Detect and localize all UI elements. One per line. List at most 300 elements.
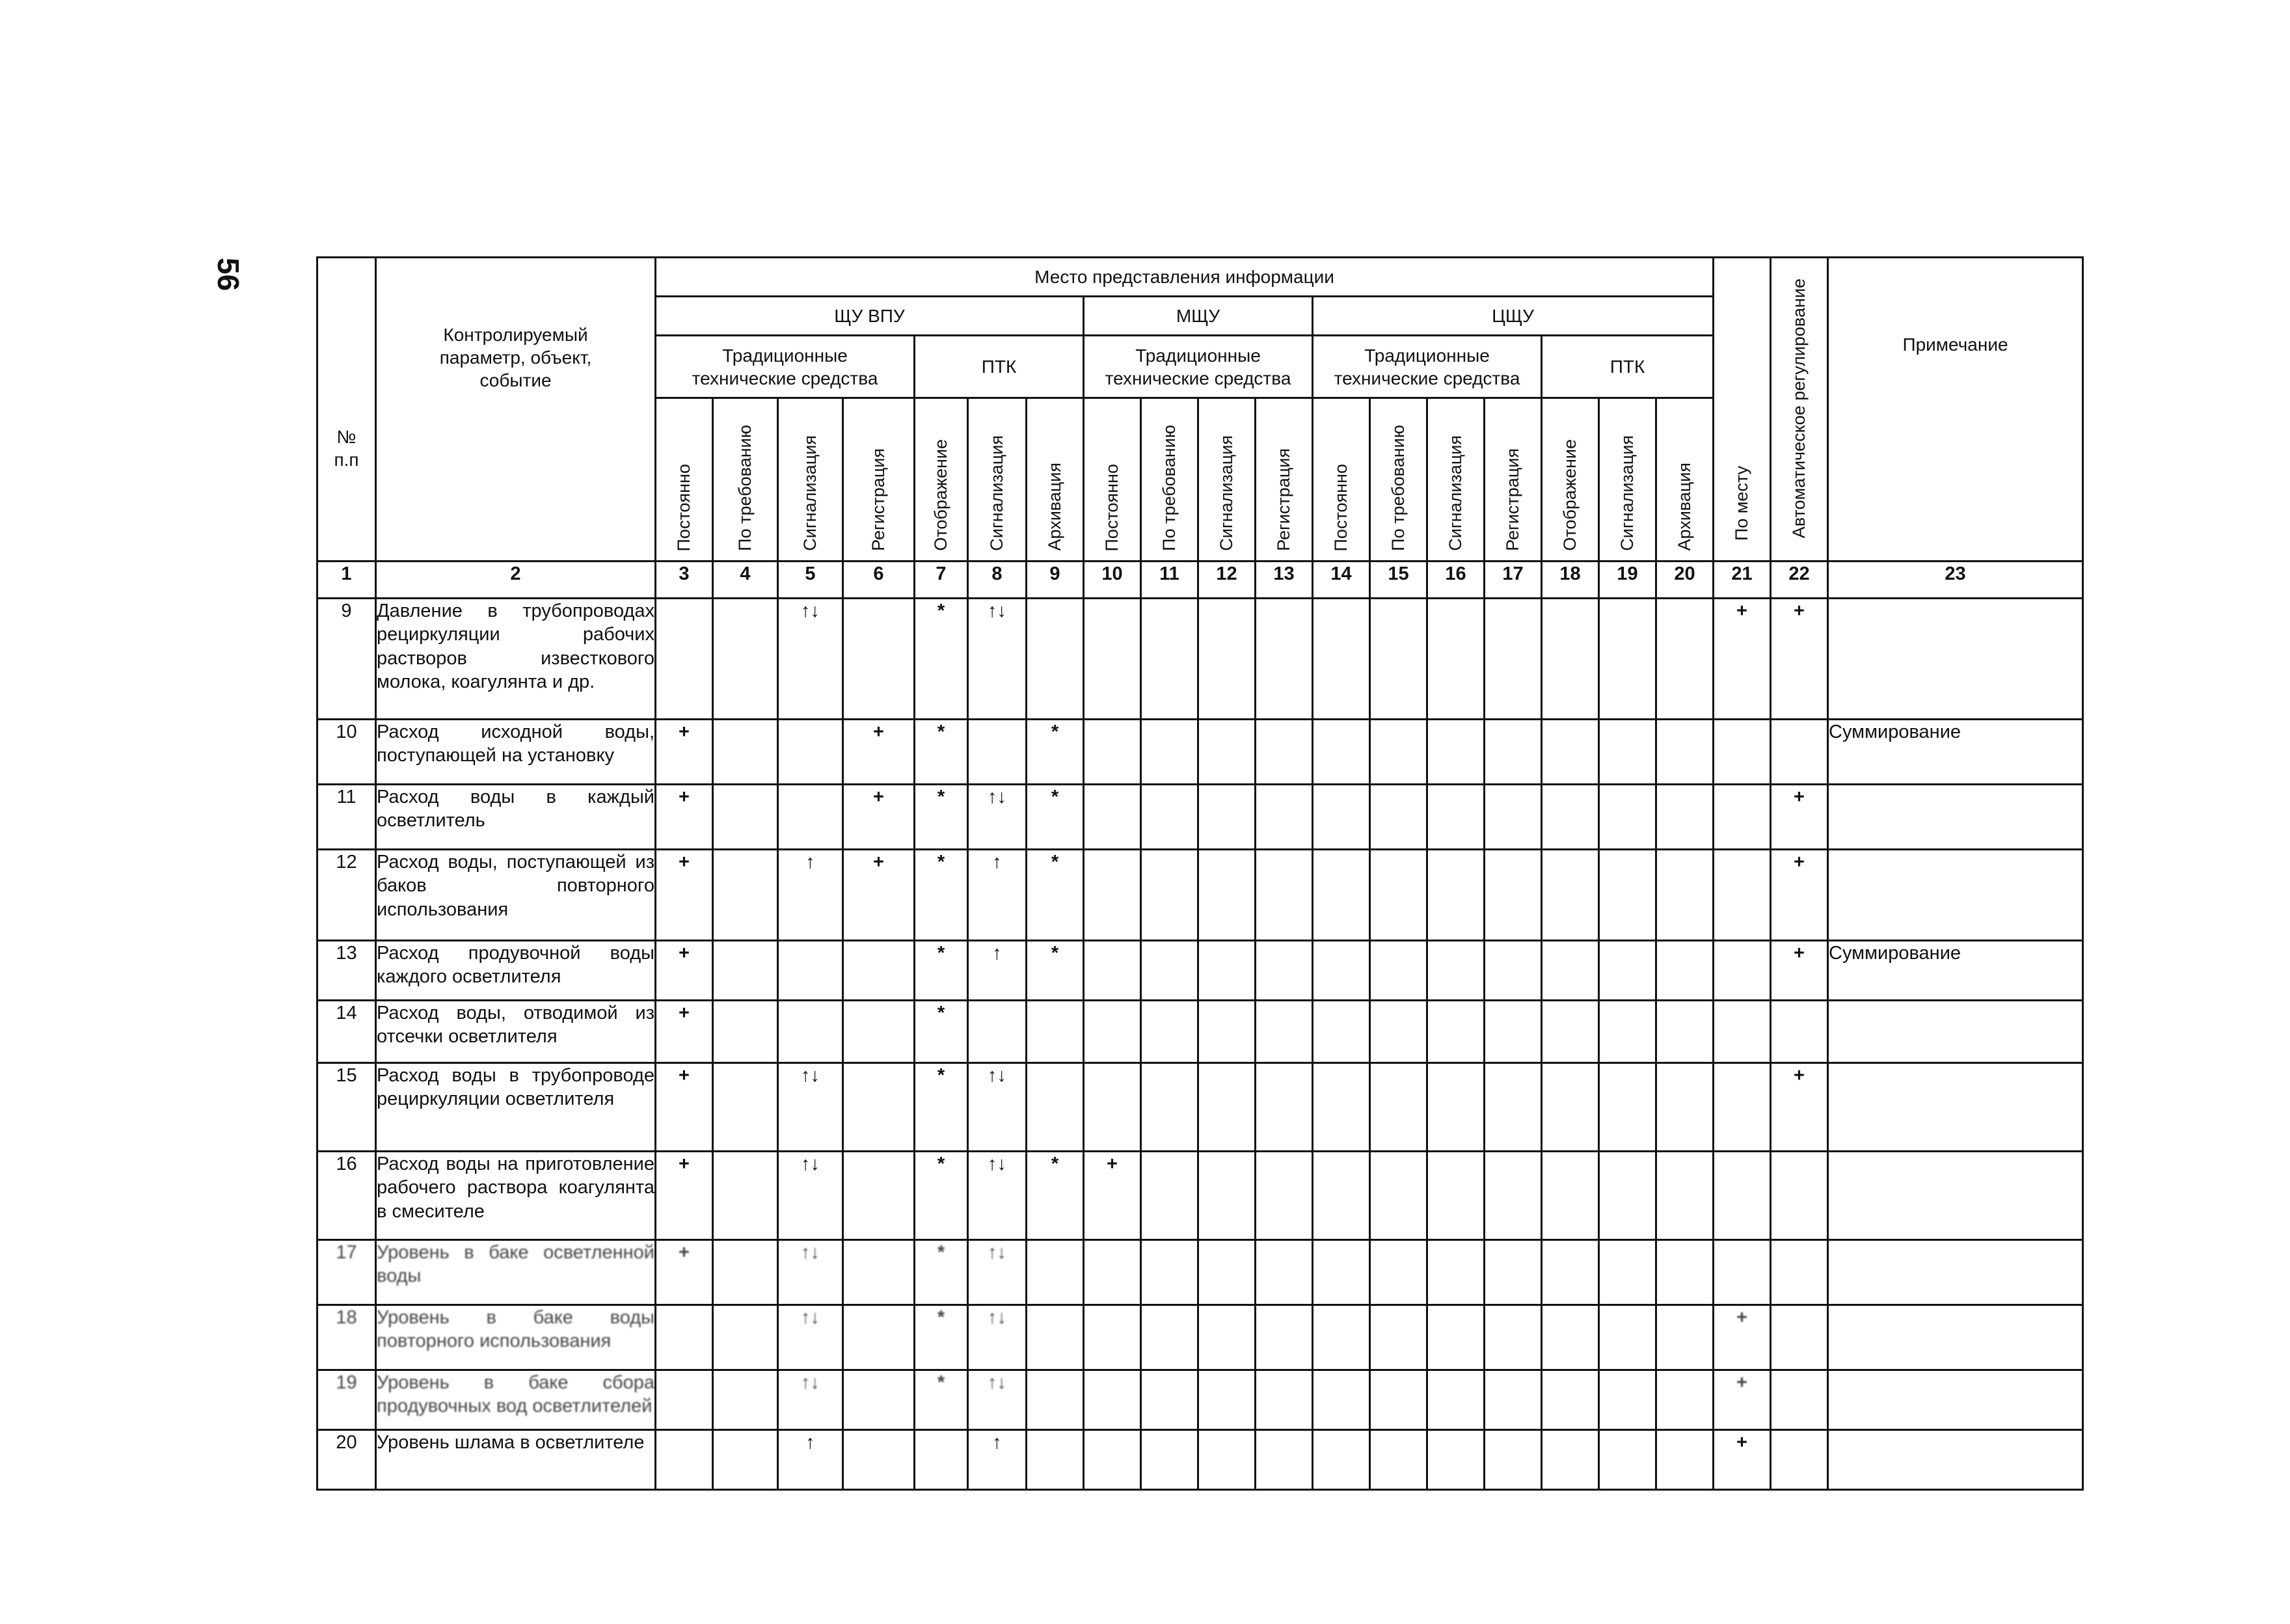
column-numbers-row <box>317 562 2083 599</box>
cell-col-12 <box>1198 941 1256 1001</box>
cell-col-10: + <box>1084 1152 1141 1240</box>
column-number: 14 <box>1313 562 1370 599</box>
subheader-col-19 <box>1599 398 1656 562</box>
cell-col-7: * <box>915 1370 968 1430</box>
row-parameter: Уровень в баке осветленной воды <box>376 1240 656 1305</box>
cell-col-14 <box>1313 1001 1370 1063</box>
cell-auto-reg: + <box>1771 850 1828 941</box>
row-note <box>1828 785 2083 850</box>
header-trad-3: Традиционные технические средства <box>1313 336 1542 398</box>
cell-col-19 <box>1599 1152 1656 1240</box>
cell-col-14 <box>1313 599 1370 720</box>
subheader-col-11 <box>1141 398 1198 562</box>
cell-col-11 <box>1141 941 1198 1001</box>
cell-col-15 <box>1370 785 1427 850</box>
subheader-col-18 <box>1542 398 1599 562</box>
cell-col-18 <box>1542 1152 1599 1240</box>
cell-col-20 <box>1656 1152 1714 1240</box>
row-parameter: Расход продувочной воды каждого осветлителя <box>376 941 656 1001</box>
cell-col-14 <box>1313 1063 1370 1152</box>
header-note <box>1828 258 2083 562</box>
cell-auto-reg: + <box>1771 599 1828 720</box>
cell-col-9: * <box>1027 720 1084 785</box>
subheader-label-6: Регистрация <box>868 448 888 551</box>
cell-auto-reg <box>1771 1240 1828 1305</box>
row-note <box>1828 599 2083 720</box>
column-number: 16 <box>1427 562 1485 599</box>
cell-col-15 <box>1370 1240 1427 1305</box>
cell-col-6 <box>843 1305 915 1370</box>
cell-col-3 <box>656 1430 713 1490</box>
table-row <box>317 850 2083 941</box>
subheader-col-15 <box>1370 398 1427 562</box>
cell-col-7: * <box>915 599 968 720</box>
cell-col-11 <box>1141 1305 1198 1370</box>
row-parameter: Уровень в баке сбора продувочных вод осветлителей <box>376 1370 656 1430</box>
cell-col-7: * <box>915 1305 968 1370</box>
cell-col-18 <box>1542 785 1599 850</box>
cell-col-17 <box>1485 1430 1542 1490</box>
column-number: 8 <box>968 562 1027 599</box>
row-note: Суммирование <box>1828 941 2083 1001</box>
cell-col-13 <box>1256 1152 1313 1240</box>
table-row <box>317 941 2083 1001</box>
cell-col-5 <box>778 785 843 850</box>
header-ptk-1: ПТК <box>915 336 1084 398</box>
subheader-col-9 <box>1027 398 1084 562</box>
row-parameter: Уровень шлама в осветлителе <box>376 1430 656 1490</box>
cell-col-16 <box>1427 1240 1485 1305</box>
column-number: 21 <box>1714 562 1771 599</box>
cell-po-mestu <box>1714 720 1771 785</box>
table-row <box>317 785 2083 850</box>
cell-col-4 <box>713 1063 778 1152</box>
cell-col-15 <box>1370 1152 1427 1240</box>
row-note <box>1828 1240 2083 1305</box>
cell-col-16 <box>1427 1305 1485 1370</box>
cell-col-6 <box>843 1370 915 1430</box>
cell-col-5 <box>778 720 843 785</box>
cell-col-4 <box>713 1001 778 1063</box>
row-note <box>1828 1370 2083 1430</box>
cell-col-14 <box>1313 785 1370 850</box>
cell-col-7: * <box>915 1240 968 1305</box>
cell-col-10 <box>1084 941 1141 1001</box>
cell-col-12 <box>1198 785 1256 850</box>
cell-col-19 <box>1599 1001 1656 1063</box>
cell-col-13 <box>1256 599 1313 720</box>
cell-col-6 <box>843 1001 915 1063</box>
subheader-col-16 <box>1427 398 1485 562</box>
cell-po-mestu <box>1714 785 1771 850</box>
cell-col-18 <box>1542 1370 1599 1430</box>
table-row <box>317 1240 2083 1305</box>
cell-col-9: * <box>1027 941 1084 1001</box>
row-note <box>1828 1063 2083 1152</box>
cell-col-6 <box>843 941 915 1001</box>
cell-po-mestu <box>1714 1001 1771 1063</box>
cell-col-15 <box>1370 1001 1427 1063</box>
row-number: 14 <box>317 1001 376 1063</box>
cell-col-18 <box>1542 850 1599 941</box>
cell-col-14 <box>1313 1305 1370 1370</box>
row-number: 15 <box>317 1063 376 1152</box>
cell-col-9 <box>1027 1001 1084 1063</box>
cell-auto-reg <box>1771 1305 1828 1370</box>
cell-col-13 <box>1256 1063 1313 1152</box>
row-note <box>1828 1152 2083 1240</box>
cell-col-4 <box>713 720 778 785</box>
cell-auto-reg: + <box>1771 1063 1828 1152</box>
cell-col-16 <box>1427 1063 1485 1152</box>
cell-col-12 <box>1198 599 1256 720</box>
row-number: 17 <box>317 1240 376 1305</box>
cell-col-11 <box>1141 1240 1198 1305</box>
table-row <box>317 720 2083 785</box>
cell-col-15 <box>1370 941 1427 1001</box>
cell-col-5: ↑ <box>778 850 843 941</box>
row-parameter: Расход исходной воды, поступающей на установку <box>376 720 656 785</box>
row-number: 13 <box>317 941 376 1001</box>
cell-col-10 <box>1084 785 1141 850</box>
cell-auto-reg: + <box>1771 941 1828 1001</box>
row-note <box>1828 1001 2083 1063</box>
subheader-label-18: Отображение <box>1559 439 1580 551</box>
cell-col-18 <box>1542 1305 1599 1370</box>
cell-col-13 <box>1256 1240 1313 1305</box>
cell-col-5: ↑ <box>778 1430 843 1490</box>
column-number: 15 <box>1370 562 1427 599</box>
cell-col-8: ↑↓ <box>968 1370 1027 1430</box>
cell-col-4 <box>713 1240 778 1305</box>
cell-col-17 <box>1485 720 1542 785</box>
subheader-col-4 <box>713 398 778 562</box>
cell-col-19 <box>1599 785 1656 850</box>
cell-col-16 <box>1427 941 1485 1001</box>
column-number: 4 <box>713 562 778 599</box>
cell-po-mestu <box>1714 1240 1771 1305</box>
subheader-label-9: Архивация <box>1044 463 1064 551</box>
cell-auto-reg <box>1771 1430 1828 1490</box>
cell-col-17 <box>1485 1001 1542 1063</box>
cell-col-5: ↑↓ <box>778 1063 843 1152</box>
cell-col-13 <box>1256 785 1313 850</box>
subheader-label-14: Постоянно <box>1330 463 1351 551</box>
cell-col-6: + <box>843 720 915 785</box>
cell-col-14 <box>1313 720 1370 785</box>
cell-col-4 <box>713 1152 778 1240</box>
row-number: 9 <box>317 599 376 720</box>
cell-col-15 <box>1370 1305 1427 1370</box>
column-number: 20 <box>1656 562 1714 599</box>
cell-col-3: + <box>656 720 713 785</box>
cell-col-4 <box>713 941 778 1001</box>
cell-col-3 <box>656 1370 713 1430</box>
cell-po-mestu: + <box>1714 1370 1771 1430</box>
cell-col-8: ↑↓ <box>968 785 1027 850</box>
subheader-label-10: Постоянно <box>1101 463 1122 551</box>
cell-col-3: + <box>656 1240 713 1305</box>
header-param-label: Контролируемый параметр, объект, событие <box>439 324 592 390</box>
column-number: 12 <box>1198 562 1256 599</box>
subheader-col-12 <box>1198 398 1256 562</box>
row-number: 16 <box>317 1152 376 1240</box>
cell-col-3: + <box>656 1152 713 1240</box>
column-number: 11 <box>1141 562 1198 599</box>
subheader-label-20: Архивация <box>1674 463 1694 551</box>
cell-col-13 <box>1256 1305 1313 1370</box>
cell-col-7: * <box>915 1001 968 1063</box>
cell-col-9 <box>1027 1240 1084 1305</box>
cell-col-10 <box>1084 720 1141 785</box>
cell-col-17 <box>1485 1240 1542 1305</box>
cell-col-6 <box>843 1430 915 1490</box>
column-number: 22 <box>1771 562 1828 599</box>
cell-col-14 <box>1313 1370 1370 1430</box>
cell-col-15 <box>1370 1370 1427 1430</box>
cell-col-20 <box>1656 1001 1714 1063</box>
cell-col-7: * <box>915 850 968 941</box>
cell-col-18 <box>1542 1430 1599 1490</box>
cell-col-20 <box>1656 599 1714 720</box>
cell-col-14 <box>1313 1152 1370 1240</box>
header-auto-reg <box>1771 258 1828 562</box>
cell-col-19 <box>1599 941 1656 1001</box>
cell-col-19 <box>1599 1430 1656 1490</box>
header-po-mestu-label: По месту <box>1731 466 1751 541</box>
cell-col-4 <box>713 850 778 941</box>
cell-col-8: ↑↓ <box>968 1305 1027 1370</box>
cell-col-13 <box>1256 1001 1313 1063</box>
cell-col-11 <box>1141 850 1198 941</box>
cell-col-12 <box>1198 1240 1256 1305</box>
column-number: 23 <box>1828 562 2083 599</box>
subheader-label-7: Отображение <box>930 439 950 551</box>
cell-col-4 <box>713 785 778 850</box>
table-row <box>317 1152 2083 1240</box>
cell-auto-reg <box>1771 1001 1828 1063</box>
cell-col-19 <box>1599 720 1656 785</box>
cell-col-4 <box>713 1370 778 1430</box>
cell-col-5: ↑↓ <box>778 1305 843 1370</box>
cell-col-3: + <box>656 785 713 850</box>
cell-col-9 <box>1027 1370 1084 1430</box>
cell-col-16 <box>1427 720 1485 785</box>
cell-col-16 <box>1427 785 1485 850</box>
column-number: 10 <box>1084 562 1141 599</box>
cell-col-11 <box>1141 1430 1198 1490</box>
cell-col-12 <box>1198 1152 1256 1240</box>
cell-col-12 <box>1198 1430 1256 1490</box>
column-number: 5 <box>778 562 843 599</box>
cell-col-11 <box>1141 1063 1198 1152</box>
subheader-label-12: Сигнализация <box>1216 435 1236 551</box>
cell-col-17 <box>1485 599 1542 720</box>
cell-col-6 <box>843 1240 915 1305</box>
row-number: 10 <box>317 720 376 785</box>
cell-col-8: ↑↓ <box>968 1152 1027 1240</box>
row-note: Суммирование <box>1828 720 2083 785</box>
cell-col-10 <box>1084 1001 1141 1063</box>
subheader-label-8: Сигнализация <box>986 435 1006 551</box>
row-number: 12 <box>317 850 376 941</box>
cell-col-8: ↑ <box>968 1430 1027 1490</box>
cell-col-10 <box>1084 1305 1141 1370</box>
cell-col-10 <box>1084 1240 1141 1305</box>
header-auto-reg-label: Автоматическое регулирование <box>1788 278 1809 538</box>
subheader-col-13 <box>1256 398 1313 562</box>
subheader-col-14 <box>1313 398 1370 562</box>
cell-col-10 <box>1084 1370 1141 1430</box>
column-number: 6 <box>843 562 915 599</box>
cell-col-5: ↑↓ <box>778 599 843 720</box>
header-cshu: ЦЩУ <box>1313 297 1714 336</box>
cell-col-9 <box>1027 1430 1084 1490</box>
cell-col-6 <box>843 1152 915 1240</box>
cell-col-13 <box>1256 1370 1313 1430</box>
header-po-mestu <box>1714 336 1771 562</box>
cell-col-13 <box>1256 720 1313 785</box>
cell-col-17 <box>1485 941 1542 1001</box>
subheader-label-4: По требованию <box>734 425 755 551</box>
cell-col-3: + <box>656 850 713 941</box>
header-param <box>376 258 656 562</box>
page-number: 56 <box>211 258 245 291</box>
cell-po-mestu: + <box>1714 1305 1771 1370</box>
cell-col-11 <box>1141 1370 1198 1430</box>
cell-col-5 <box>778 1001 843 1063</box>
cell-col-12 <box>1198 1305 1256 1370</box>
cell-col-20 <box>1656 1063 1714 1152</box>
cell-col-7: * <box>915 1152 968 1240</box>
row-parameter: Расход воды, поступающей из баков повторного использования <box>376 850 656 941</box>
header-shu-vpu: ЩУ ВПУ <box>656 297 1084 336</box>
header-info-place: Место представления информации <box>656 258 1714 297</box>
cell-col-20 <box>1656 1240 1714 1305</box>
cell-col-7: * <box>915 941 968 1001</box>
header-ptk-2: ПТК <box>1542 336 1714 398</box>
cell-col-8 <box>968 1001 1027 1063</box>
cell-col-6: + <box>843 850 915 941</box>
cell-col-18 <box>1542 1063 1599 1152</box>
cell-col-17 <box>1485 1305 1542 1370</box>
cell-col-3 <box>656 1305 713 1370</box>
cell-auto-reg <box>1771 1152 1828 1240</box>
cell-col-17 <box>1485 850 1542 941</box>
cell-col-15 <box>1370 850 1427 941</box>
cell-col-6 <box>843 599 915 720</box>
subheader-col-8 <box>968 398 1027 562</box>
subheader-label-11: По требованию <box>1159 425 1179 551</box>
cell-col-20 <box>1656 1305 1714 1370</box>
cell-col-7: * <box>915 720 968 785</box>
cell-col-17 <box>1485 1370 1542 1430</box>
cell-col-15 <box>1370 1430 1427 1490</box>
cell-col-3: + <box>656 941 713 1001</box>
cell-col-9: * <box>1027 785 1084 850</box>
cell-col-14 <box>1313 1430 1370 1490</box>
cell-col-20 <box>1656 850 1714 941</box>
cell-col-12 <box>1198 1063 1256 1152</box>
subheader-col-7 <box>915 398 968 562</box>
cell-po-mestu: + <box>1714 599 1771 720</box>
cell-col-19 <box>1599 1063 1656 1152</box>
cell-col-16 <box>1427 1152 1485 1240</box>
cell-col-10 <box>1084 599 1141 720</box>
cell-col-6: + <box>843 785 915 850</box>
cell-col-18 <box>1542 720 1599 785</box>
row-parameter: Уровень в баке воды повторного использования <box>376 1305 656 1370</box>
table-row <box>317 1305 2083 1370</box>
column-number: 9 <box>1027 562 1084 599</box>
cell-col-18 <box>1542 1240 1599 1305</box>
cell-col-11 <box>1141 599 1198 720</box>
cell-col-15 <box>1370 720 1427 785</box>
cell-col-19 <box>1599 1240 1656 1305</box>
cell-col-18 <box>1542 599 1599 720</box>
column-number: 2 <box>376 562 656 599</box>
cell-col-6 <box>843 1063 915 1152</box>
cell-col-10 <box>1084 850 1141 941</box>
cell-col-13 <box>1256 1430 1313 1490</box>
subheader-label-5: Сигнализация <box>800 435 820 551</box>
cell-col-5: ↑↓ <box>778 1370 843 1430</box>
header-mshu: МЩУ <box>1084 297 1313 336</box>
cell-col-14 <box>1313 1240 1370 1305</box>
table-row <box>317 1430 2083 1490</box>
cell-col-9 <box>1027 1063 1084 1152</box>
header-trad-2: Традиционные технические средства <box>1084 336 1313 398</box>
cell-col-8 <box>968 720 1027 785</box>
cell-col-4 <box>713 1305 778 1370</box>
cell-col-13 <box>1256 850 1313 941</box>
table-row <box>317 599 2083 720</box>
column-number: 18 <box>1542 562 1599 599</box>
cell-po-mestu <box>1714 850 1771 941</box>
cell-col-17 <box>1485 1063 1542 1152</box>
cell-col-9: * <box>1027 850 1084 941</box>
row-note <box>1828 1430 2083 1490</box>
row-parameter: Расход воды на приготовление рабочего раствора коагулянта в смесителе <box>376 1152 656 1240</box>
row-note <box>1828 850 2083 941</box>
cell-col-11 <box>1141 1001 1198 1063</box>
cell-po-mestu <box>1714 1063 1771 1152</box>
cell-col-16 <box>1427 1001 1485 1063</box>
cell-col-14 <box>1313 941 1370 1001</box>
cell-col-3 <box>656 599 713 720</box>
cell-col-8: ↑↓ <box>968 1240 1027 1305</box>
row-number: 20 <box>317 1430 376 1490</box>
subheader-label-17: Регистрация <box>1502 448 1522 551</box>
subheader-col-6 <box>843 398 915 562</box>
cell-col-20 <box>1656 941 1714 1001</box>
subheader-label-19: Сигнализация <box>1617 435 1637 551</box>
control-parameters-table <box>316 256 2084 1491</box>
subheader-label-13: Регистрация <box>1273 448 1293 551</box>
cell-col-8: ↑ <box>968 850 1027 941</box>
cell-col-16 <box>1427 599 1485 720</box>
cell-auto-reg <box>1771 1370 1828 1430</box>
cell-col-7: * <box>915 1063 968 1152</box>
cell-col-11 <box>1141 785 1198 850</box>
subheader-col-17 <box>1485 398 1542 562</box>
cell-col-20 <box>1656 720 1714 785</box>
subheader-col-5 <box>778 398 843 562</box>
cell-col-9 <box>1027 599 1084 720</box>
cell-col-16 <box>1427 1370 1485 1430</box>
subheader-col-10 <box>1084 398 1141 562</box>
header-trad-1: Традиционные технические средства <box>656 336 915 398</box>
